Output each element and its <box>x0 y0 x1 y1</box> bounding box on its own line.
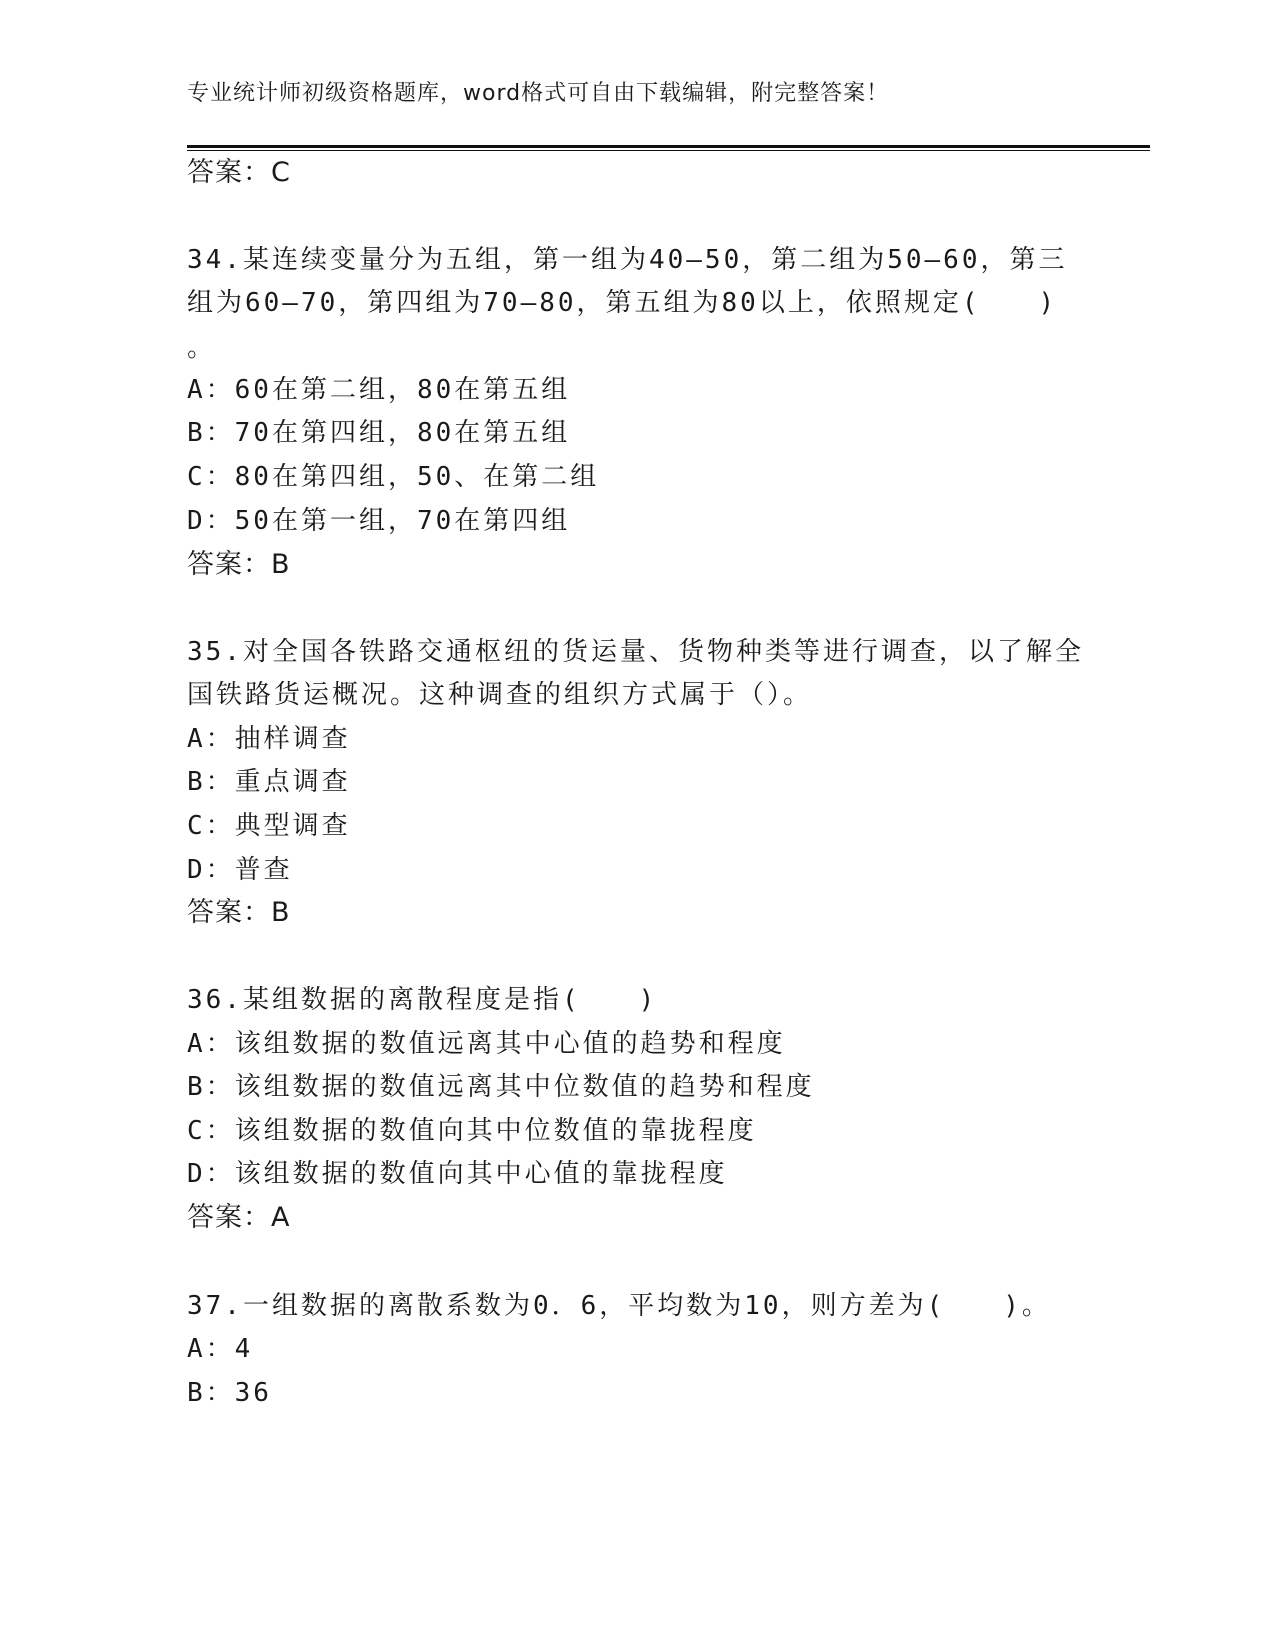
q36-option-a: A：该组数据的数值远离其中心值的趋势和程度 <box>187 1029 786 1059</box>
q37-option-b: B：36 <box>187 1378 272 1408</box>
q34-option-a: A：60在第二组，80在第五组 <box>187 375 571 405</box>
q34-answer: 答案：B <box>187 549 291 580</box>
q34-option-c: C：80在第四组，50、在第二组 <box>187 462 600 492</box>
q36-text-line1: 36.某组数据的离散程度是指( ) <box>187 985 658 1015</box>
header-rule-thin <box>187 150 1150 151</box>
answer-prev: 答案：C <box>187 157 291 188</box>
q35-option-a: A：抽样调查 <box>187 724 351 754</box>
q35-option-d: D：普查 <box>187 855 293 885</box>
q35-text-line1: 35.对全国各铁路交通枢纽的货运量、货物种类等进行调查，以了解全 <box>187 637 1084 667</box>
q36-option-b: B：该组数据的数值远离其中位数值的趋势和程度 <box>187 1072 815 1102</box>
q34-text-line1: 34.某连续变量分为五组，第一组为40—50，第二组为50—60，第三 <box>187 245 1068 275</box>
q34-option-d: D：50在第一组，70在第四组 <box>187 506 571 536</box>
q35-text-line2: 国铁路货运概况。这种调查的组织方式属于（）。 <box>187 680 813 710</box>
header-rule-thick <box>187 145 1150 148</box>
q34-text-line2: 组为60—70，第四组为70—80，第五组为80以上，依照规定( ) <box>187 288 1058 318</box>
q35-answer: 答案：B <box>187 897 291 928</box>
q36-option-c: C：该组数据的数值向其中位数值的靠拢程度 <box>187 1116 757 1146</box>
q36-option-d: D：该组数据的数值向其中心值的靠拢程度 <box>187 1159 728 1189</box>
q34-option-b: B：70在第四组，80在第五组 <box>187 418 571 448</box>
page-header: 专业统计师初级资格题库，word格式可自由下载编辑，附完整答案！ <box>187 81 890 106</box>
q34-text-line3: 。 <box>187 333 217 363</box>
q36-answer: 答案：A <box>187 1202 291 1233</box>
q35-option-b: B：重点调查 <box>187 767 351 797</box>
q37-option-a: A：4 <box>187 1334 254 1364</box>
q35-option-c: C：典型调查 <box>187 811 351 841</box>
q37-text-line1: 37.一组数据的离散系数为0．6，平均数为10，则方差为( )。 <box>187 1291 1051 1321</box>
